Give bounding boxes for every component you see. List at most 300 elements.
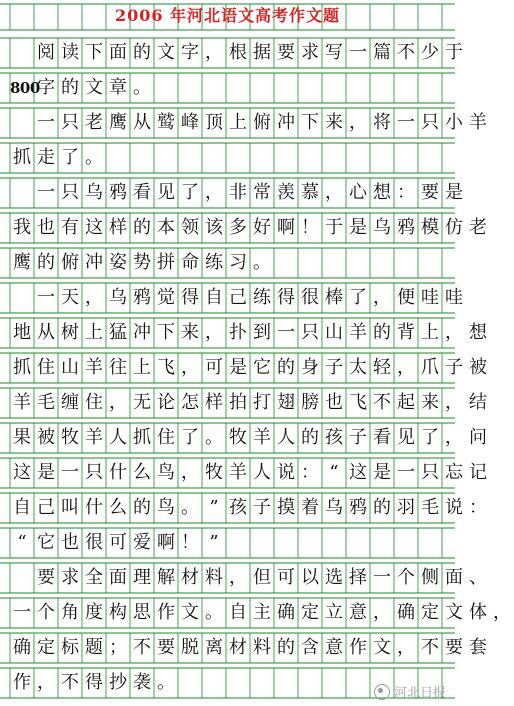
grid-cell-char: 说 bbox=[445, 497, 463, 518]
grid-cell-char: 抓 bbox=[13, 147, 31, 168]
grid-cell-char: 它 bbox=[253, 357, 271, 378]
grid-cell-char: 羊 bbox=[253, 427, 271, 448]
grid-cell-char: ， bbox=[445, 427, 463, 448]
grid-cell-char: 题 bbox=[85, 637, 103, 658]
grid-cell-char: 冲 bbox=[85, 252, 103, 273]
grid-cell-char: 一 bbox=[37, 112, 55, 133]
grid-cell-char: 的 bbox=[277, 357, 295, 378]
grid-cell-char: 天 bbox=[61, 287, 79, 308]
grid-cell-char: 个 bbox=[397, 567, 415, 588]
grid-cell-char: 只 bbox=[421, 112, 439, 133]
grid-cell-char: 从 bbox=[133, 112, 151, 133]
grid-cell-char: 也 bbox=[37, 217, 55, 238]
grid-cell-char: 领 bbox=[181, 217, 199, 238]
grid-cell-char: 是 bbox=[229, 357, 247, 378]
grid-cell-char: 被 bbox=[37, 427, 55, 448]
grid-cell-char: 只 bbox=[85, 462, 103, 483]
grid-cell-char: 觉 bbox=[157, 287, 175, 308]
grid-cell-char: 羊 bbox=[229, 462, 247, 483]
grid-cell-char: 地 bbox=[13, 322, 31, 343]
grid-cell-char: 意 bbox=[349, 602, 367, 623]
watermark bbox=[374, 682, 446, 701]
grid-cell-char: 样 bbox=[205, 392, 223, 413]
grid-cell-char: 看 bbox=[373, 427, 391, 448]
grid-cell-char: 但 bbox=[253, 567, 271, 588]
grid-cell-char: 少 bbox=[421, 42, 439, 63]
grid-cell-char: 很 bbox=[301, 287, 319, 308]
grid-cell-char: 只 bbox=[301, 322, 319, 343]
grid-cell-char: 果 bbox=[13, 427, 31, 448]
grid-cell-char: 一 bbox=[349, 42, 367, 63]
grid-cell-char: 乌 bbox=[373, 217, 391, 238]
grid-cell-char: 章 bbox=[109, 77, 127, 98]
grid-cell-char: 根 bbox=[229, 42, 247, 63]
grid-cell-char: 练 bbox=[253, 287, 271, 308]
grid-cell-char: 全 bbox=[85, 567, 103, 588]
grid-cell-char: 得 bbox=[181, 287, 199, 308]
grid-cell-char: 解 bbox=[157, 567, 175, 588]
grid-cell-char: 不 bbox=[133, 637, 151, 658]
grid-cell-char: 不 bbox=[61, 672, 79, 693]
grid-cell-char: 度 bbox=[85, 602, 103, 623]
grid-cell-char: 面 bbox=[109, 42, 127, 63]
grid-cell-char: 冲 bbox=[133, 322, 151, 343]
grid-cell-char: 练 bbox=[205, 252, 223, 273]
grid-cell-char: 的 bbox=[133, 217, 151, 238]
grid-cell-char: 好 bbox=[253, 217, 271, 238]
grid-cell-char: 抄 bbox=[109, 672, 127, 693]
grid-cell-char: 羊 bbox=[349, 322, 367, 343]
grid-cell-char: 这 bbox=[349, 462, 367, 483]
grid-cell-char: 被 bbox=[469, 357, 487, 378]
grid-cell-char: 只 bbox=[61, 112, 79, 133]
grid-cell-char: 忘 bbox=[445, 462, 463, 483]
grid-cell-char: 子 bbox=[349, 427, 367, 448]
grid-cell-char: 慕 bbox=[301, 182, 319, 203]
grid-cell-char: 猛 bbox=[109, 322, 127, 343]
grid-cell-char: 下 bbox=[301, 112, 319, 133]
grid-cell-char: 常 bbox=[253, 182, 271, 203]
grid-cell-char: 要 bbox=[37, 567, 55, 588]
grid-cell-char: 一 bbox=[37, 182, 55, 203]
grid-cell-char: 拍 bbox=[229, 392, 247, 413]
grid-cell-char: 扑 bbox=[229, 322, 247, 343]
grid-cell-char: 峰 bbox=[181, 112, 199, 133]
grid-cell-char: 鸦 bbox=[397, 217, 415, 238]
grid-cell-char: ， bbox=[397, 637, 415, 658]
grid-cell-char: 读 bbox=[61, 42, 79, 63]
grid-cell-char: 人 bbox=[109, 427, 127, 448]
grid-cell-char: 孩 bbox=[229, 497, 247, 518]
grid-cell-char: 多 bbox=[229, 217, 247, 238]
grid-cell-char: 俯 bbox=[253, 112, 271, 133]
grid-cell-char: 见 bbox=[397, 427, 415, 448]
grid-cell-char: 着 bbox=[301, 497, 319, 518]
grid-cell-char bbox=[10, 38, 34, 68]
page-title: 2006 年河北语文高考作文题 bbox=[114, 6, 341, 25]
grid-cell-char: ， bbox=[397, 357, 415, 378]
grid-cell-char: 定 bbox=[421, 602, 439, 623]
grid-cell-char: 主 bbox=[253, 602, 271, 623]
grid-cell-char: 啊 bbox=[157, 532, 175, 553]
grid-cell-char: 啊 bbox=[277, 217, 295, 238]
grid-cell-char: 它 bbox=[37, 532, 55, 553]
grid-cell-char: 起 bbox=[397, 392, 415, 413]
grid-cell-char: 是 bbox=[373, 462, 391, 483]
grid-cell-char: 我 bbox=[13, 217, 31, 238]
grid-cell-char: 理 bbox=[133, 567, 151, 588]
grid-cell-char: 老 bbox=[469, 217, 487, 238]
grid-cell-char: 己 bbox=[229, 287, 247, 308]
grid-cell-char: 面 bbox=[109, 567, 127, 588]
grid-cell-char: 有 bbox=[61, 217, 79, 238]
grid-cell-char: 不 bbox=[373, 392, 391, 413]
grid-cell-char: 上 bbox=[421, 322, 439, 343]
grid-cell-char: 。 bbox=[181, 497, 199, 518]
grid-cell-char: 抓 bbox=[13, 357, 31, 378]
grid-cell-char: 料 bbox=[205, 567, 223, 588]
grid-cell-char: 阅 bbox=[37, 42, 55, 63]
grid-cell-char bbox=[10, 563, 34, 593]
grid-cell-char: 了 bbox=[421, 427, 439, 448]
grid-cell-char: 角 bbox=[61, 602, 79, 623]
grid-cell-char: ： bbox=[397, 182, 415, 203]
grid-cell-char: 是 bbox=[445, 182, 463, 203]
grid-cell-char: 文 bbox=[85, 77, 103, 98]
grid-cell-char: 羊 bbox=[85, 357, 103, 378]
grid-cell-char: 轻 bbox=[373, 357, 391, 378]
grid-cell-char: 打 bbox=[253, 392, 271, 413]
grid-cell-char: 己 bbox=[37, 497, 55, 518]
grid-cell-char: 思 bbox=[133, 602, 151, 623]
grid-cell-char: 不 bbox=[397, 42, 415, 63]
grid-cell-char: ； bbox=[109, 637, 127, 658]
grid-cell-char: 往 bbox=[109, 357, 127, 378]
grid-cell-char: 山 bbox=[61, 357, 79, 378]
grid-cell-char: 见 bbox=[157, 182, 175, 203]
grid-cell-char: 非 bbox=[229, 182, 247, 203]
grid-cell-char: 一 bbox=[37, 287, 55, 308]
grid-cell-char: 哇 bbox=[421, 287, 439, 308]
grid-cell-char: 上 bbox=[85, 322, 103, 343]
grid-cell-char: 只 bbox=[61, 182, 79, 203]
grid-cell-char: 论 bbox=[157, 392, 175, 413]
grid-cell-char: 冲 bbox=[277, 112, 295, 133]
grid-cell-char: 800 bbox=[10, 79, 40, 97]
grid-cell-char: ， bbox=[85, 287, 103, 308]
grid-cell-char: 飞 bbox=[157, 357, 175, 378]
grid-cell-char: 问 bbox=[469, 427, 487, 448]
grid-cell-char: 爱 bbox=[133, 532, 151, 553]
grid-cell-char: 很 bbox=[85, 532, 103, 553]
grid-cell-char: 上 bbox=[133, 357, 151, 378]
grid-cell-char: “ bbox=[17, 532, 27, 553]
grid-cell-char: 。 bbox=[133, 77, 151, 98]
grid-cell-char: 羊 bbox=[469, 112, 487, 133]
grid-cell-char: 了 bbox=[181, 427, 199, 448]
grid-cell-char: 牧 bbox=[205, 462, 223, 483]
grid-cell-char: 作 bbox=[349, 637, 367, 658]
grid-cell-char: 是 bbox=[37, 462, 55, 483]
grid-cell-char: 习 bbox=[229, 252, 247, 273]
grid-cell-char: 篇 bbox=[373, 42, 391, 63]
grid-cell-char: ： bbox=[301, 462, 319, 483]
grid-cell-char: 怎 bbox=[181, 392, 199, 413]
grid-cell-char: 文 bbox=[373, 637, 391, 658]
grid-cell-char bbox=[10, 178, 34, 208]
grid-cell-char: 选 bbox=[325, 567, 343, 588]
grid-cell-char: 是 bbox=[349, 217, 367, 238]
grid-cell-char: 小 bbox=[445, 112, 463, 133]
grid-cell-char: 住 bbox=[85, 392, 103, 413]
grid-cell-char: 的 bbox=[133, 497, 151, 518]
grid-cell-char: 想 bbox=[469, 322, 487, 343]
grid-cell-char: ， bbox=[205, 42, 223, 63]
grid-cell-char: ” bbox=[209, 497, 219, 518]
grid-cell-char: 一 bbox=[397, 112, 415, 133]
grid-cell-char: 子 bbox=[325, 357, 343, 378]
grid-cell-char: 也 bbox=[61, 532, 79, 553]
grid-cell-char: 自 bbox=[205, 287, 223, 308]
grid-cell-char: 太 bbox=[349, 357, 367, 378]
grid-cell-char: 确 bbox=[277, 602, 295, 623]
grid-cell-char: 将 bbox=[373, 112, 391, 133]
grid-cell-char: “ bbox=[329, 462, 339, 483]
grid-cell-char: ” bbox=[209, 532, 219, 553]
grid-cell-char: ！ bbox=[181, 532, 199, 553]
grid-cell-char: 姿 bbox=[109, 252, 127, 273]
grid-cell-char: 以 bbox=[301, 567, 319, 588]
grid-cell-char: 身 bbox=[301, 357, 319, 378]
grid-cell-char: 来 bbox=[181, 322, 199, 343]
grid-cell-char: 羡 bbox=[277, 182, 295, 203]
grid-cell-char: ， bbox=[205, 322, 223, 343]
grid-cell-char: 的 bbox=[277, 637, 295, 658]
grid-cell-char: 侧 bbox=[421, 567, 439, 588]
grid-cell-char: 写 bbox=[325, 42, 343, 63]
grid-cell-char: 体 bbox=[469, 602, 487, 623]
grid-cell-char: 的 bbox=[301, 427, 319, 448]
grid-cell-char: 个 bbox=[37, 602, 55, 623]
grid-cell-char: ， bbox=[373, 602, 391, 623]
grid-cell-char: 。 bbox=[205, 427, 223, 448]
grid-cell-char: 棒 bbox=[325, 287, 343, 308]
grid-cell-char: 文 bbox=[445, 602, 463, 623]
grid-cell-char: 下 bbox=[157, 322, 175, 343]
grid-cell-char: ， bbox=[445, 392, 463, 413]
grid-cell-char: 老 bbox=[85, 112, 103, 133]
grid-cell-char: 可 bbox=[277, 567, 295, 588]
grid-cell-char: 自 bbox=[229, 602, 247, 623]
grid-cell-char: 离 bbox=[205, 637, 223, 658]
grid-cell-char: 顶 bbox=[205, 112, 223, 133]
grid-cell-char: 。 bbox=[85, 147, 103, 168]
grid-cell-char: 的 bbox=[61, 77, 79, 98]
grid-cell-char: 便 bbox=[397, 287, 415, 308]
grid-cell-char: 住 bbox=[157, 427, 175, 448]
grid-cell-char: 字 bbox=[37, 77, 55, 98]
grid-cell-char: 走 bbox=[37, 147, 55, 168]
grid-cell-char: 来 bbox=[325, 112, 343, 133]
grid-cell-char: 了 bbox=[181, 182, 199, 203]
grid-cell-char: 记 bbox=[469, 462, 487, 483]
watermark-text: 河北日报 bbox=[394, 686, 447, 701]
grid-cell-char: 乌 bbox=[109, 287, 127, 308]
grid-cell-char: ， bbox=[373, 287, 391, 308]
grid-cell-char: ， bbox=[445, 322, 463, 343]
grid-cell-char: 么 bbox=[109, 497, 127, 518]
grid-cell-char: 势 bbox=[133, 252, 151, 273]
grid-cell-char: 鹰 bbox=[13, 252, 31, 273]
grid-cell-char: 乌 bbox=[85, 182, 103, 203]
grid-cell-char: 牧 bbox=[229, 427, 247, 448]
grid-cell-char: 看 bbox=[133, 182, 151, 203]
grid-cell-char: 标 bbox=[61, 637, 79, 658]
grid-cell-char: 面 bbox=[445, 567, 463, 588]
grid-cell-char: 背 bbox=[397, 322, 415, 343]
grid-cell-char: 一 bbox=[13, 602, 31, 623]
grid-cell-char: 样 bbox=[109, 217, 127, 238]
grid-cell-char: 这 bbox=[13, 462, 31, 483]
grid-cell-char: ， bbox=[229, 567, 247, 588]
grid-cell-char: 料 bbox=[253, 637, 271, 658]
grid-cell-char: 爪 bbox=[421, 357, 439, 378]
grid-cell-char: ， bbox=[349, 112, 367, 133]
grid-cell-char: 不 bbox=[421, 637, 439, 658]
grid-cell-char: 叫 bbox=[61, 497, 79, 518]
grid-cell-char: ， bbox=[205, 182, 223, 203]
grid-cell-char: 得 bbox=[277, 287, 295, 308]
grid-cell-char: 立 bbox=[325, 602, 343, 623]
grid-cell-char: 也 bbox=[325, 392, 343, 413]
grid-cell-char: 毛 bbox=[421, 497, 439, 518]
grid-cell-char: 鸦 bbox=[133, 287, 151, 308]
grid-cell-char: 孩 bbox=[325, 427, 343, 448]
grid-cell-char: 可 bbox=[205, 357, 223, 378]
grid-cell-char: 山 bbox=[325, 322, 343, 343]
grid-cell-char: 下 bbox=[85, 42, 103, 63]
grid-cell-char: 毛 bbox=[37, 392, 55, 413]
grid-cell-char: 自 bbox=[13, 497, 31, 518]
grid-cell-char: 缠 bbox=[61, 392, 79, 413]
grid-cell-char: ， bbox=[181, 462, 199, 483]
grid-cell-char: 择 bbox=[349, 567, 367, 588]
grid-cell-char: 羊 bbox=[13, 392, 31, 413]
grid-cell-char: 作 bbox=[157, 602, 175, 623]
grid-cell-char: 可 bbox=[109, 532, 127, 553]
grid-cell-char: 材 bbox=[181, 567, 199, 588]
grid-cell-char: 人 bbox=[277, 427, 295, 448]
grid-cell-char: 摸 bbox=[277, 497, 295, 518]
grid-cell-char: 命 bbox=[181, 252, 199, 273]
grid-cell-char: 的 bbox=[133, 42, 151, 63]
grid-cell-char: 仿 bbox=[445, 217, 463, 238]
grid-cell-char: 心 bbox=[349, 182, 367, 203]
grid-cell-char: 要 bbox=[277, 42, 295, 63]
wechat-logo-icon bbox=[374, 684, 390, 700]
grid-cell-char: 得 bbox=[85, 672, 103, 693]
grid-cell-char: 从 bbox=[37, 322, 55, 343]
grid-cell-char: 无 bbox=[133, 392, 151, 413]
grid-cell-char: 于 bbox=[325, 217, 343, 238]
grid-cell-char: 想 bbox=[373, 182, 391, 203]
grid-cell-char: 本 bbox=[157, 217, 175, 238]
grid-cell-char: 子 bbox=[445, 357, 463, 378]
grid-cell-char: 什 bbox=[85, 497, 103, 518]
grid-cell-char: 要 bbox=[445, 637, 463, 658]
grid-cell-char: 一 bbox=[397, 462, 415, 483]
grid-cell-char: 含 bbox=[301, 637, 319, 658]
grid-cell-char: 鸟 bbox=[157, 462, 175, 483]
grid-cell-char: 拼 bbox=[157, 252, 175, 273]
grid-cell-char: 鹰 bbox=[109, 112, 127, 133]
grid-cell-char: 羽 bbox=[397, 497, 415, 518]
grid-cell-char: 住 bbox=[37, 357, 55, 378]
grid-cell-char: 文 bbox=[181, 602, 199, 623]
grid-cell-char: 飞 bbox=[349, 392, 367, 413]
grid-cell-char: 乌 bbox=[325, 497, 343, 518]
grid-cell-char: 意 bbox=[325, 637, 343, 658]
grid-cell-char: 文 bbox=[157, 42, 175, 63]
grid-cell-char: 鹫 bbox=[157, 112, 175, 133]
grid-cell-char: 求 bbox=[301, 42, 319, 63]
grid-cell-char: 膀 bbox=[301, 392, 319, 413]
grid-cell-char: 据 bbox=[253, 42, 271, 63]
grid-cell-char: 材 bbox=[229, 637, 247, 658]
grid-cell-char bbox=[10, 283, 34, 313]
grid-cell-char: 套 bbox=[469, 637, 487, 658]
grid-cell-char: 要 bbox=[421, 182, 439, 203]
grid-cell-char: 一 bbox=[373, 567, 391, 588]
grid-cell-char: 定 bbox=[37, 637, 55, 658]
grid-cell-char: 羊 bbox=[85, 427, 103, 448]
grid-cell-char: 哇 bbox=[445, 287, 463, 308]
grid-cell-char: 树 bbox=[61, 322, 79, 343]
grid-cell-char: 该 bbox=[205, 217, 223, 238]
grid-cell-char: 确 bbox=[397, 602, 415, 623]
grid-cell-char: 构 bbox=[109, 602, 127, 623]
grid-cell-char: 字 bbox=[181, 42, 199, 63]
grid-cell-char: 袭 bbox=[133, 672, 151, 693]
grid-cell-char: 人 bbox=[253, 462, 271, 483]
grid-cell-char: ， bbox=[493, 602, 511, 623]
grid-cell-char: 。 bbox=[157, 672, 175, 693]
grid-cell-char: 什 bbox=[109, 462, 127, 483]
grid-cell-char: 了 bbox=[61, 147, 79, 168]
grid-cell-char: 子 bbox=[253, 497, 271, 518]
grid-cell-char: 抓 bbox=[133, 427, 151, 448]
grid-cell-char: 牧 bbox=[61, 427, 79, 448]
grid-cell-char: ， bbox=[181, 357, 199, 378]
grid-cell-char: 只 bbox=[421, 462, 439, 483]
grid-cell-char: 一 bbox=[61, 462, 79, 483]
grid-cell-char: 、 bbox=[469, 567, 487, 588]
grid-cell-char: 要 bbox=[157, 637, 175, 658]
grid-cell-char: ， bbox=[37, 672, 55, 693]
grid-cell-char: 作 bbox=[13, 672, 31, 693]
grid-cell-char: 这 bbox=[85, 217, 103, 238]
grid-cell-char: ， bbox=[325, 182, 343, 203]
grid-cell-char bbox=[10, 108, 34, 138]
grid-cell-char: 结 bbox=[469, 392, 487, 413]
grid-cell-char: ！ bbox=[301, 217, 319, 238]
grid-cell-char: 的 bbox=[373, 322, 391, 343]
grid-cell-char: 了 bbox=[349, 287, 367, 308]
grid-cell-char: 俯 bbox=[61, 252, 79, 273]
grid-cell-char: 来 bbox=[421, 392, 439, 413]
grid-cell-char: 翅 bbox=[277, 392, 295, 413]
grid-cell-char: 鸦 bbox=[109, 182, 127, 203]
